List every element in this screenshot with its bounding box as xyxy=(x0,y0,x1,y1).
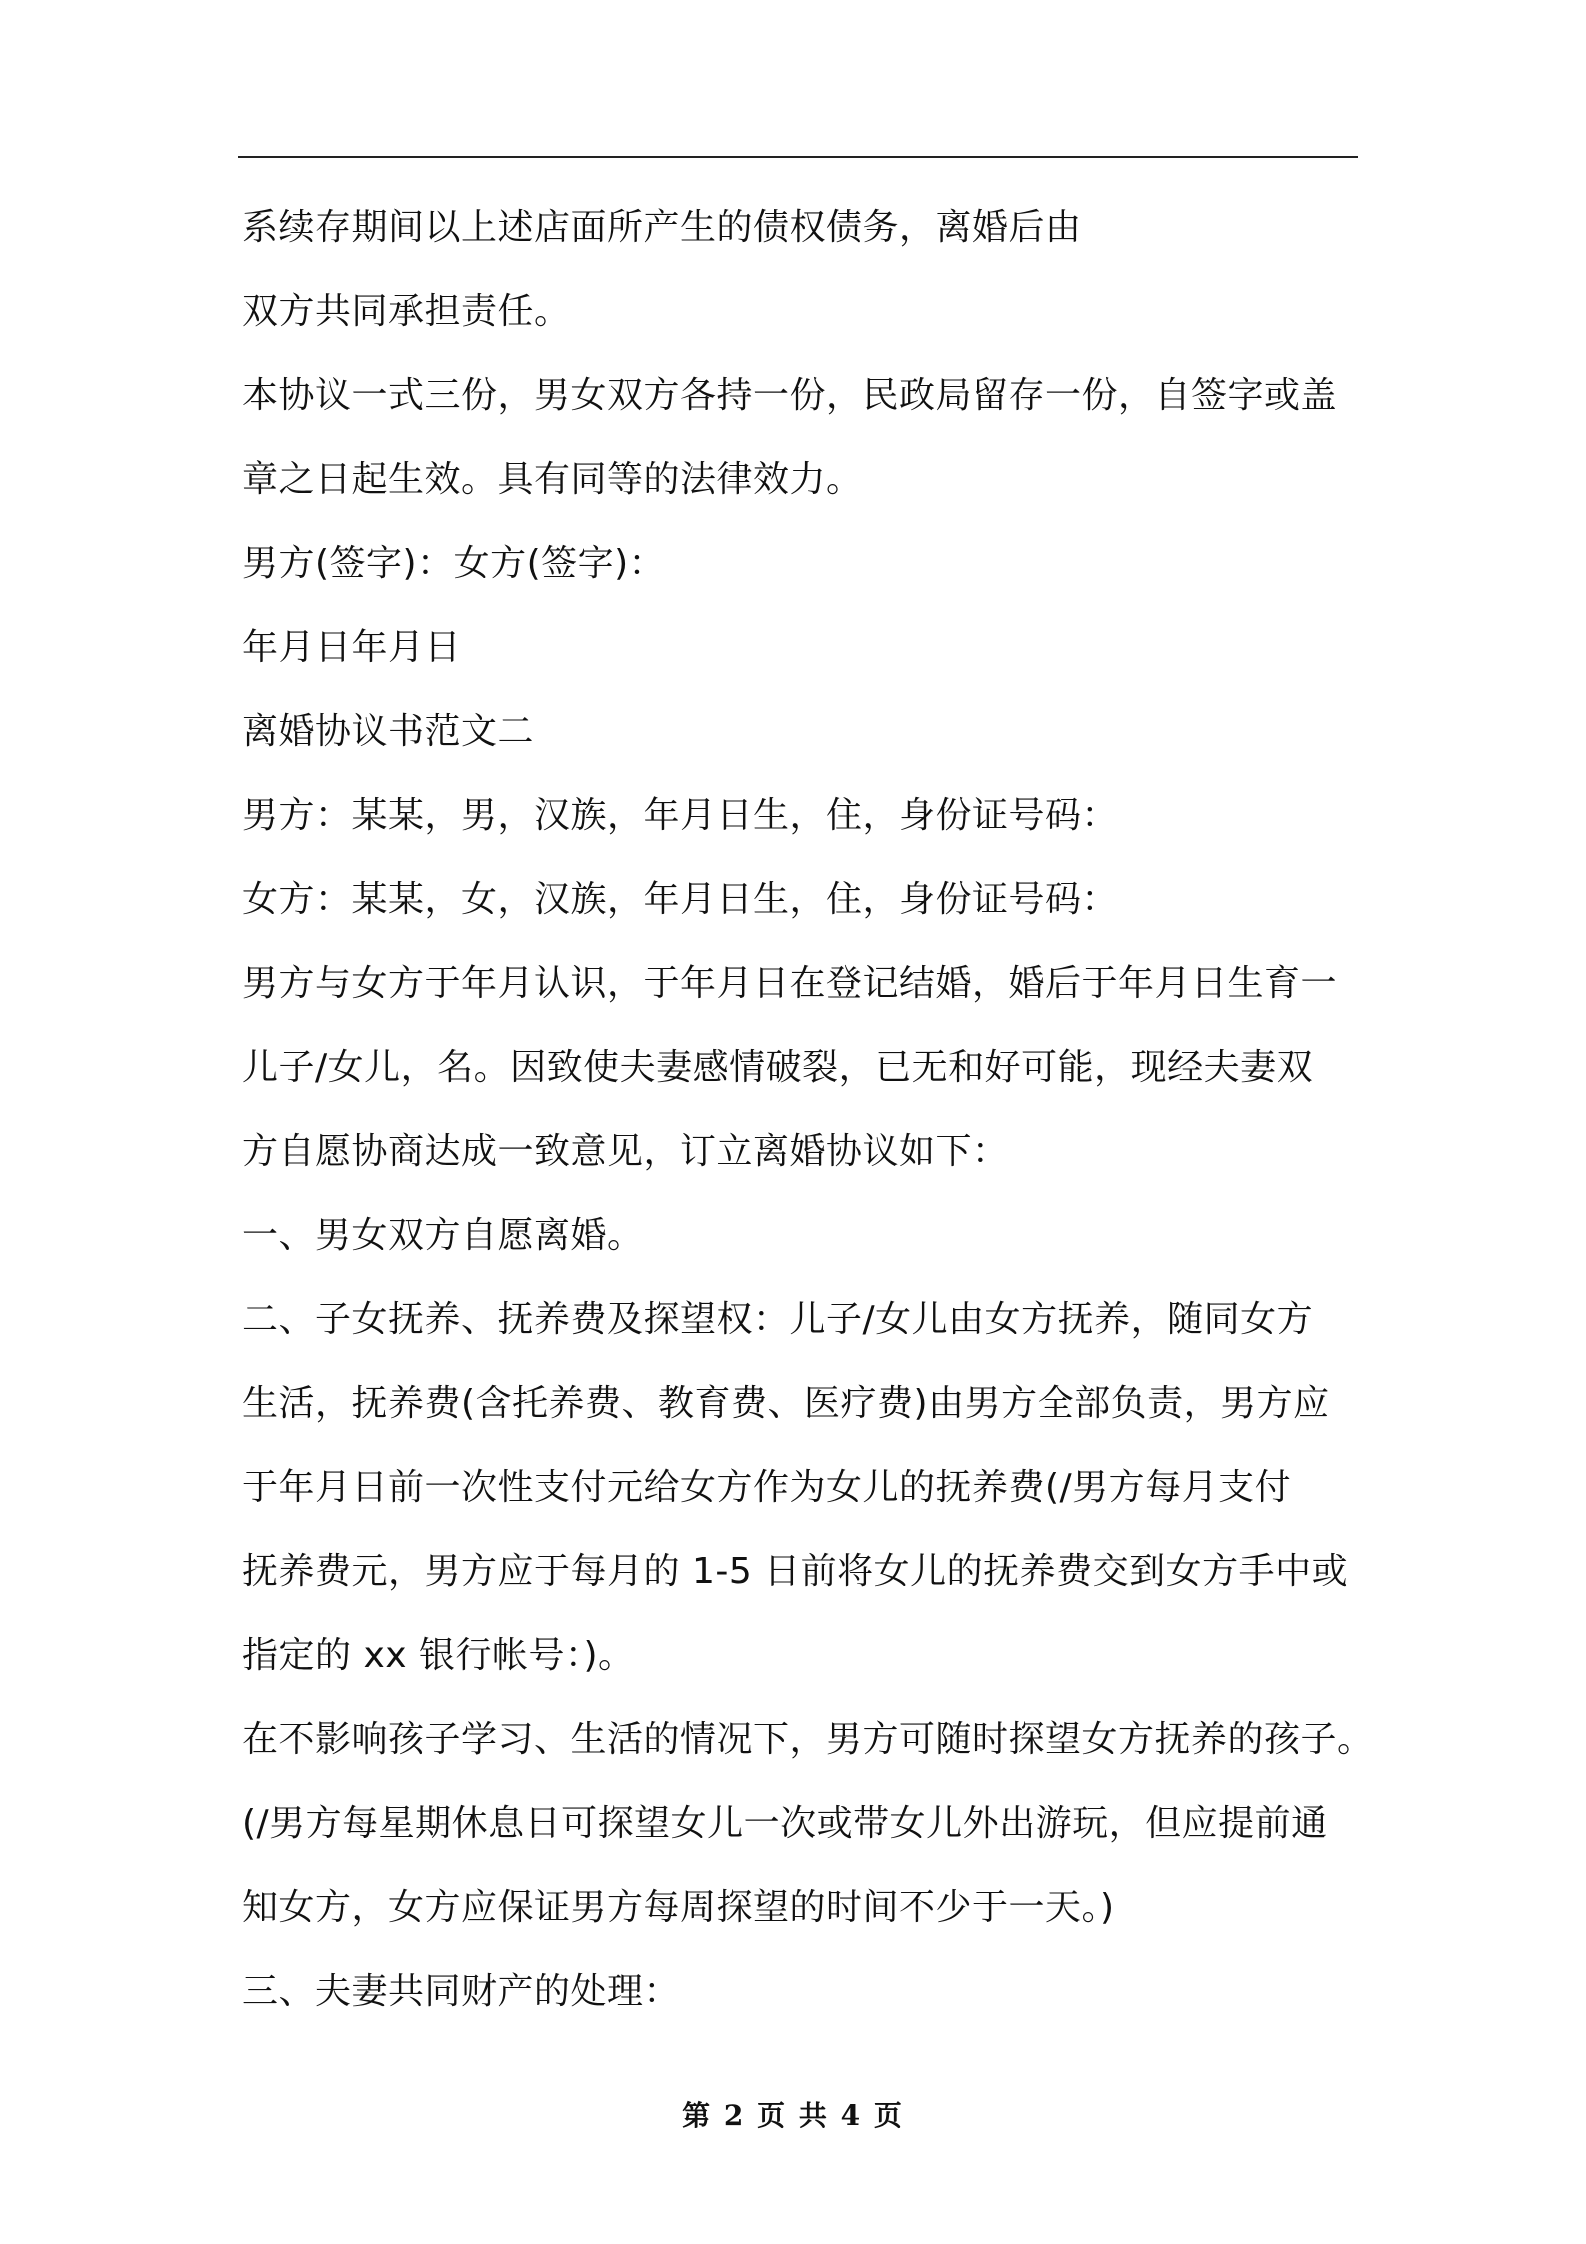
document-body xyxy=(242,196,1374,2044)
text-line: 男方(签字)：女方(签字)： xyxy=(242,543,666,584)
text-line: 男方：某某，男，汉族，年月日生，住，身份证号码： xyxy=(242,795,1119,836)
text-line: 抚养费元，男方应于每月的 1-5 日前将女儿的抚养费交到女方手中或 xyxy=(242,1551,1349,1592)
text-line: 方自愿协商达成一致意见，订立离婚协议如下： xyxy=(242,1131,1009,1172)
page-footer xyxy=(0,2094,1586,2134)
header-rule xyxy=(238,156,1358,158)
text-line: 男方与女方于年月认识，于年月日在登记结婚，婚后于年月日生育一 xyxy=(242,963,1338,1004)
text-line: 年月日年月日 xyxy=(242,627,462,668)
text-line: 儿子/女儿，名。因致使夫妻感情破裂，已无和好可能，现经夫妻双 xyxy=(242,1047,1314,1088)
text-line: 于年月日前一次性支付元给女方作为女儿的抚养费(/男方每月支付 xyxy=(242,1467,1292,1508)
text-line: 系续存期间以上述店面所产生的债权债务，离婚后由 xyxy=(242,207,1082,248)
text-line: 三、夫妻共同财产的处理： xyxy=(242,1971,681,2012)
text-line: 生活，抚养费(含托养费、教育费、医疗费)由男方全部负责，男方应 xyxy=(242,1383,1330,1424)
text-line: 二、子女抚养、抚养费及探望权：儿子/女儿由女方抚养，随同女方 xyxy=(242,1299,1314,1340)
text-line: 本协议一式三份，男女双方各持一份，民政局留存一份，自签字或盖 xyxy=(242,375,1338,416)
text-line: 章之日起生效。具有同等的法律效力。 xyxy=(242,459,863,500)
text-line: (/男方每星期休息日可探望女儿一次或带女儿外出游玩，但应提前通 xyxy=(242,1803,1328,1844)
text-line: 女方：某某，女，汉族，年月日生，住，身份证号码： xyxy=(242,879,1119,920)
text-line: 知女方，女方应保证男方每周探望的时间不少于一天。) xyxy=(242,1887,1115,1928)
section-title: 离婚协议书范文二 xyxy=(242,711,535,752)
page-number-label: 第 2 页 共 4 页 xyxy=(682,2099,904,2132)
text-line: 指定的 xx 银行帐号：)。 xyxy=(242,1635,635,1676)
text-line: 在不影响孩子学习、生活的情况下，男方可随时探望女方抚养的孩子。 xyxy=(242,1719,1374,1760)
text-line: 一、男女双方自愿离婚。 xyxy=(242,1215,644,1256)
text-line: 双方共同承担责任。 xyxy=(242,291,571,332)
